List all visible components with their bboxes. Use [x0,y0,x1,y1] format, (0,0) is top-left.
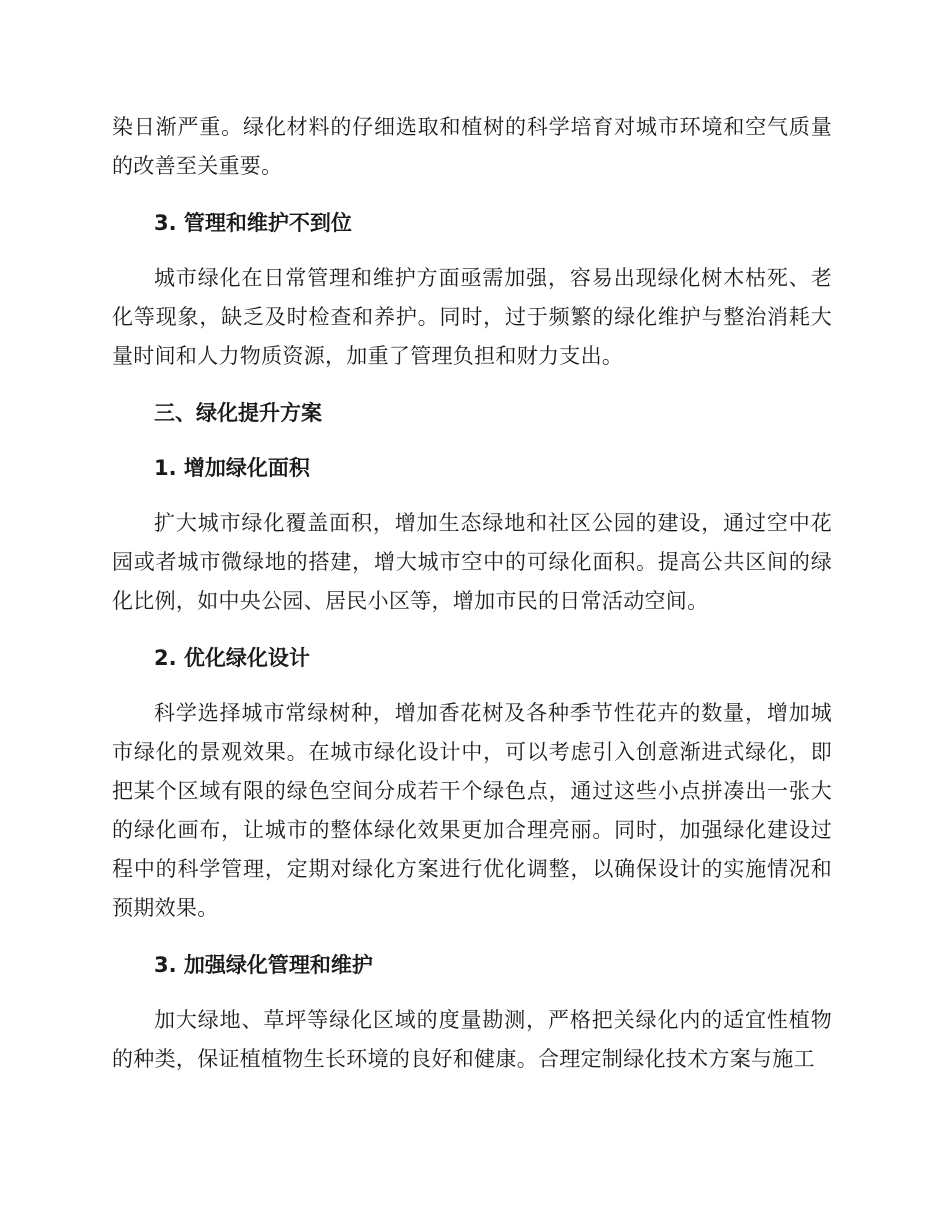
paragraph-management: 城市绿化在日常管理和维护方面亟需加强，容易出现绿化树木枯死、老化等现象，缺乏及时检查和养护。同时，过于频繁的绿化维护与整治消耗大量时间和人力物质资源，加重了管理负担和财力支出。 [112,266,832,368]
paragraph-optimize-design: 科学选择城市常绿树种，增加香花树及各种季节性花卉的数量，增加城市绿化的景观效果。在城市绿化设计中，可以考虑引入创意渐进式绿化，即把某个区域有限的绿色空间分成若干个绿色点，通过这些小点拼凑出一张大的绿化画布，让城市的整体绿化效果更加合理亮丽。同时，加强绿化建设过程中的科学管理，定期对绿化方案进行优化调整，以确保设计的实施情况和预期效果。 [112,701,832,920]
paragraph-continued: 染日渐严重。绿化材料的仔细选取和植树的科学培育对城市环境和空气质量的改善至关重要。 [112,115,832,178]
paragraph-strengthen-management: 加大绿地、草坪等绿化区域的度量勘测，严格把关绿化内的适宜性植物的种类，保证植植物生长环境的良好和健康。合理定制绿化技术方案与施工 [112,1008,832,1071]
heading-optimize-design: 2. 优化绿化设计 [154,646,310,670]
section-title-greening-plan: 三、绿化提升方案 [154,401,322,425]
document-page [112,108,832,1079]
paragraph-increase-area: 扩大城市绿化覆盖面积，增加生态绿地和社区公园的建设，通过空中花园或者城市微绿地的搭建，增大城市空中的可绿化面积。提高公共区间的绿化比例，如中央公园、居民小区等，增加市民的日常活动空间。 [112,511,832,613]
heading-increase-area: 1. 增加绿化面积 [154,456,310,480]
heading-management-maintenance: 3. 管理和维护不到位 [154,211,352,235]
heading-strengthen-management: 3. 加强绿化管理和维护 [154,953,373,977]
